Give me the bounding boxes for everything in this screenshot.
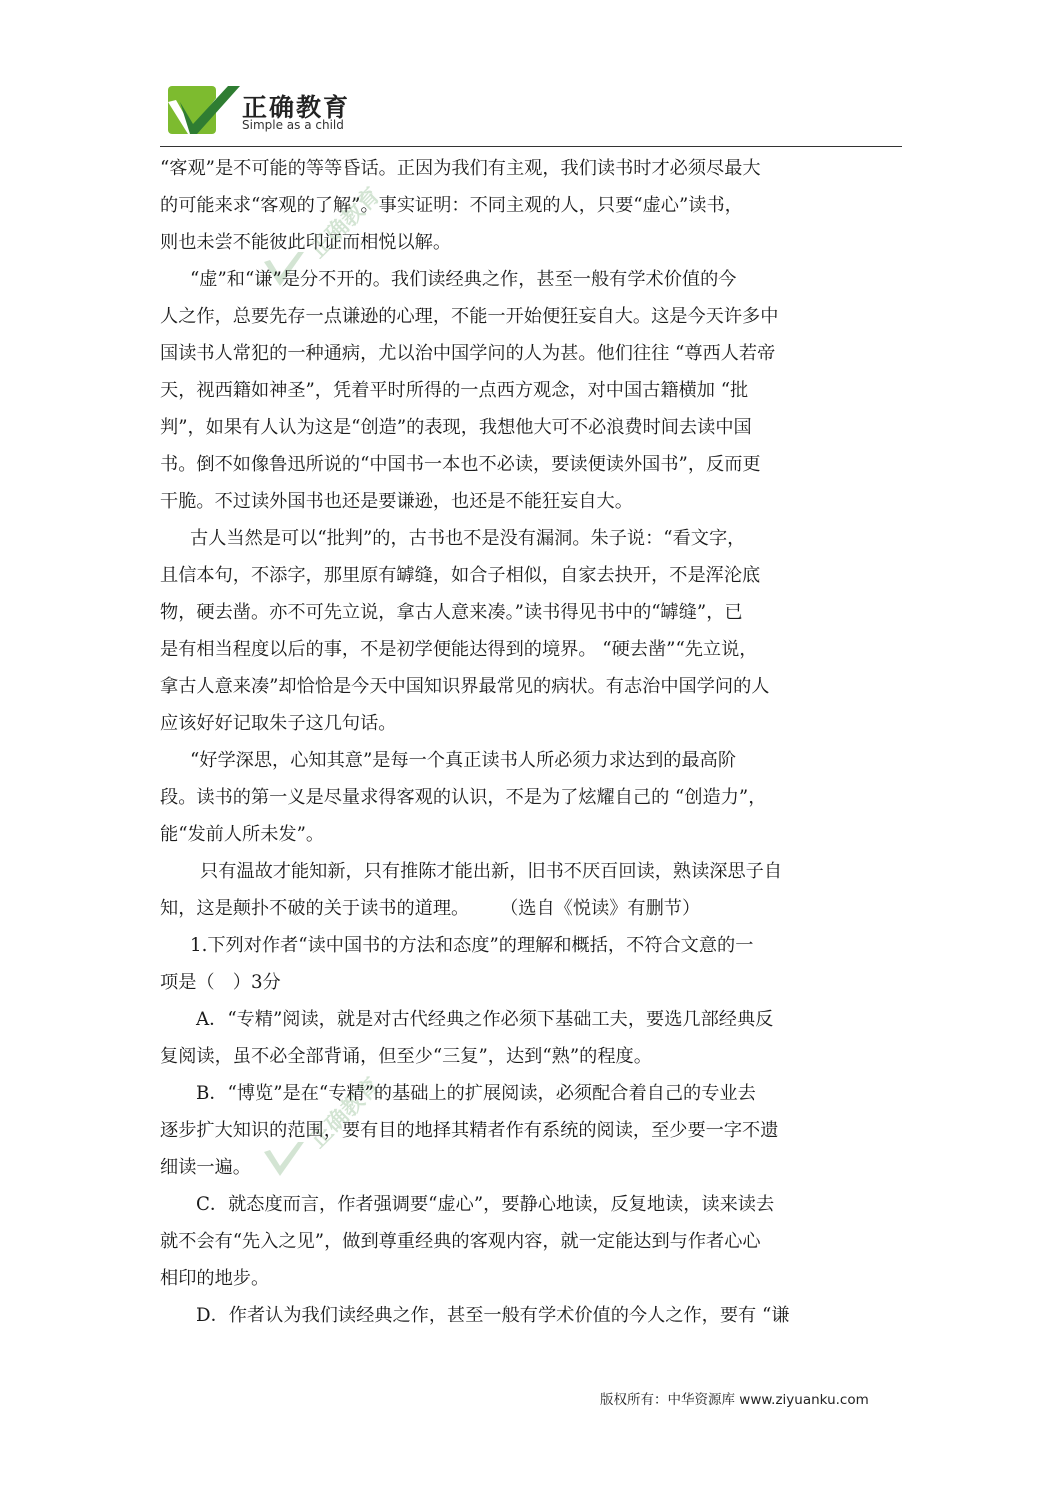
- text-line: 人之作，总要先存一点谦逊的心理，不能一开始便狂妄自大。这是今天许多中: [160, 306, 779, 327]
- text-line: 是有相当程度以后的事，不是初学便能达得到的境界。 “硬去凿”“先立说，: [160, 639, 758, 660]
- text-line: 且信本句，不添字，那里原有罅缝，如合子相似，自家去抉开，不是浑沦底: [160, 565, 761, 586]
- text-line: 干脆。不过读外国书也还是要谦逊，也还是不能狂妄自大。: [160, 491, 633, 512]
- question-stem: 项是（ ）3分: [160, 972, 281, 993]
- question-stem: 1.下列对作者“读中国书的方法和态度”的理解和概括，不符合文意的一: [190, 935, 754, 956]
- page-header: [160, 80, 902, 147]
- option-c: 相印的地步。: [160, 1268, 270, 1289]
- option-a: A．“专精”阅读，就是对古代经典之作必须下基础工夫，要选几部经典反: [196, 1009, 774, 1030]
- text-line: 只有温故才能知新，只有推陈才能出新，旧书不厌百回读，熟读深思子自: [200, 861, 783, 882]
- text-line: 的可能来求“客观的了解”。事实证明：不同主观的人，只要“虚心”读书，: [160, 195, 743, 216]
- text-line: “好学深思，心知其意”是每一个真正读书人所必须力求达到的最高阶: [190, 750, 737, 771]
- text-line: 物，硬去凿。亦不可先立说，拿古人意来凑。”读书得见书中的“罅缝”，已: [160, 602, 743, 623]
- option-c: C．就态度而言，作者强调要“虚心”，要静心地读，反复地读，读来读去: [196, 1194, 775, 1215]
- watermark-text: 正确教育: [305, 183, 386, 264]
- option-b: 逐步扩大知识的范围，要有目的地择其精者作有系统的阅读，至少要一字不遗: [160, 1120, 779, 1141]
- footer-copyright: 版权所有：中华资源库 www.ziyuanku.com: [600, 1392, 869, 1408]
- logo-check-icon: [166, 82, 244, 136]
- text-line: 书。倒不如像鲁迅所说的“中国书一本也不必读，要读便读外国书”，反而更: [160, 454, 761, 475]
- option-b: 细读一遍。: [160, 1157, 251, 1178]
- text-line: 应该好好记取朱子这几句话。: [160, 713, 397, 734]
- source-note: （选自《悦读》有删节）: [509, 898, 701, 919]
- option-d: D．作者认为我们读经典之作，甚至一般有学术价值的今人之作，要有 “谦: [196, 1305, 790, 1326]
- text-line: 天，视西籍如神圣”，凭着平时所得的一点西方观念，对中国古籍横加 “批: [160, 380, 749, 401]
- option-c: 就不会有“先入之见”，做到尊重经典的客观内容，就一定能达到与作者心心: [160, 1231, 761, 1252]
- text-line: “虚”和“谦”是分不开的。我们读经典之作，甚至一般有学术价值的今: [190, 269, 737, 290]
- text-line: 国读书人常犯的一种通病，尤以治中国学问的人为甚。他们往往 “尊西人若帝: [160, 343, 776, 364]
- watermark-text: 正确教育: [305, 1073, 386, 1154]
- text-line: 段。读书的第一义是尽量求得客观的认识，不是为了炫耀自己的 “创造力”，: [160, 787, 767, 808]
- text-line-content: 知，这是颠扑不破的关于读书的道理。: [160, 898, 470, 919]
- logo-subtitle: Simple as a child: [242, 118, 344, 132]
- text-line: 拿古人意来凑”却恰恰是今天中国知识界最常见的病状。有志治中国学问的人: [160, 676, 770, 697]
- text-line: 能“发前人所未发”。: [160, 824, 325, 845]
- text-line: “客观”是不可能的等等昏话。正因为我们有主观，我们读书时才必须尽最大: [160, 158, 761, 179]
- option-a: 复阅读，虽不必全部背诵，但至少“三复”，达到“熟”的程度。: [160, 1046, 652, 1067]
- text-line: 古人当然是可以“批判”的，古书也不是没有漏洞。朱子说：“看文字，: [190, 528, 746, 549]
- option-b: B．“博览”是在“专精”的基础上的扩展阅读，必须配合着自己的专业去: [196, 1083, 756, 1104]
- text-line: 则也未尝不能彼此印证而相悦以解。: [160, 232, 452, 253]
- text-line: [160, 890, 900, 927]
- document-body: [160, 150, 900, 1334]
- text-line: 判”，如果有人认为这是“创造”的表现，我想他大可不必浪费时间去读中国: [160, 417, 752, 438]
- logo-title: 正确教育: [242, 93, 351, 122]
